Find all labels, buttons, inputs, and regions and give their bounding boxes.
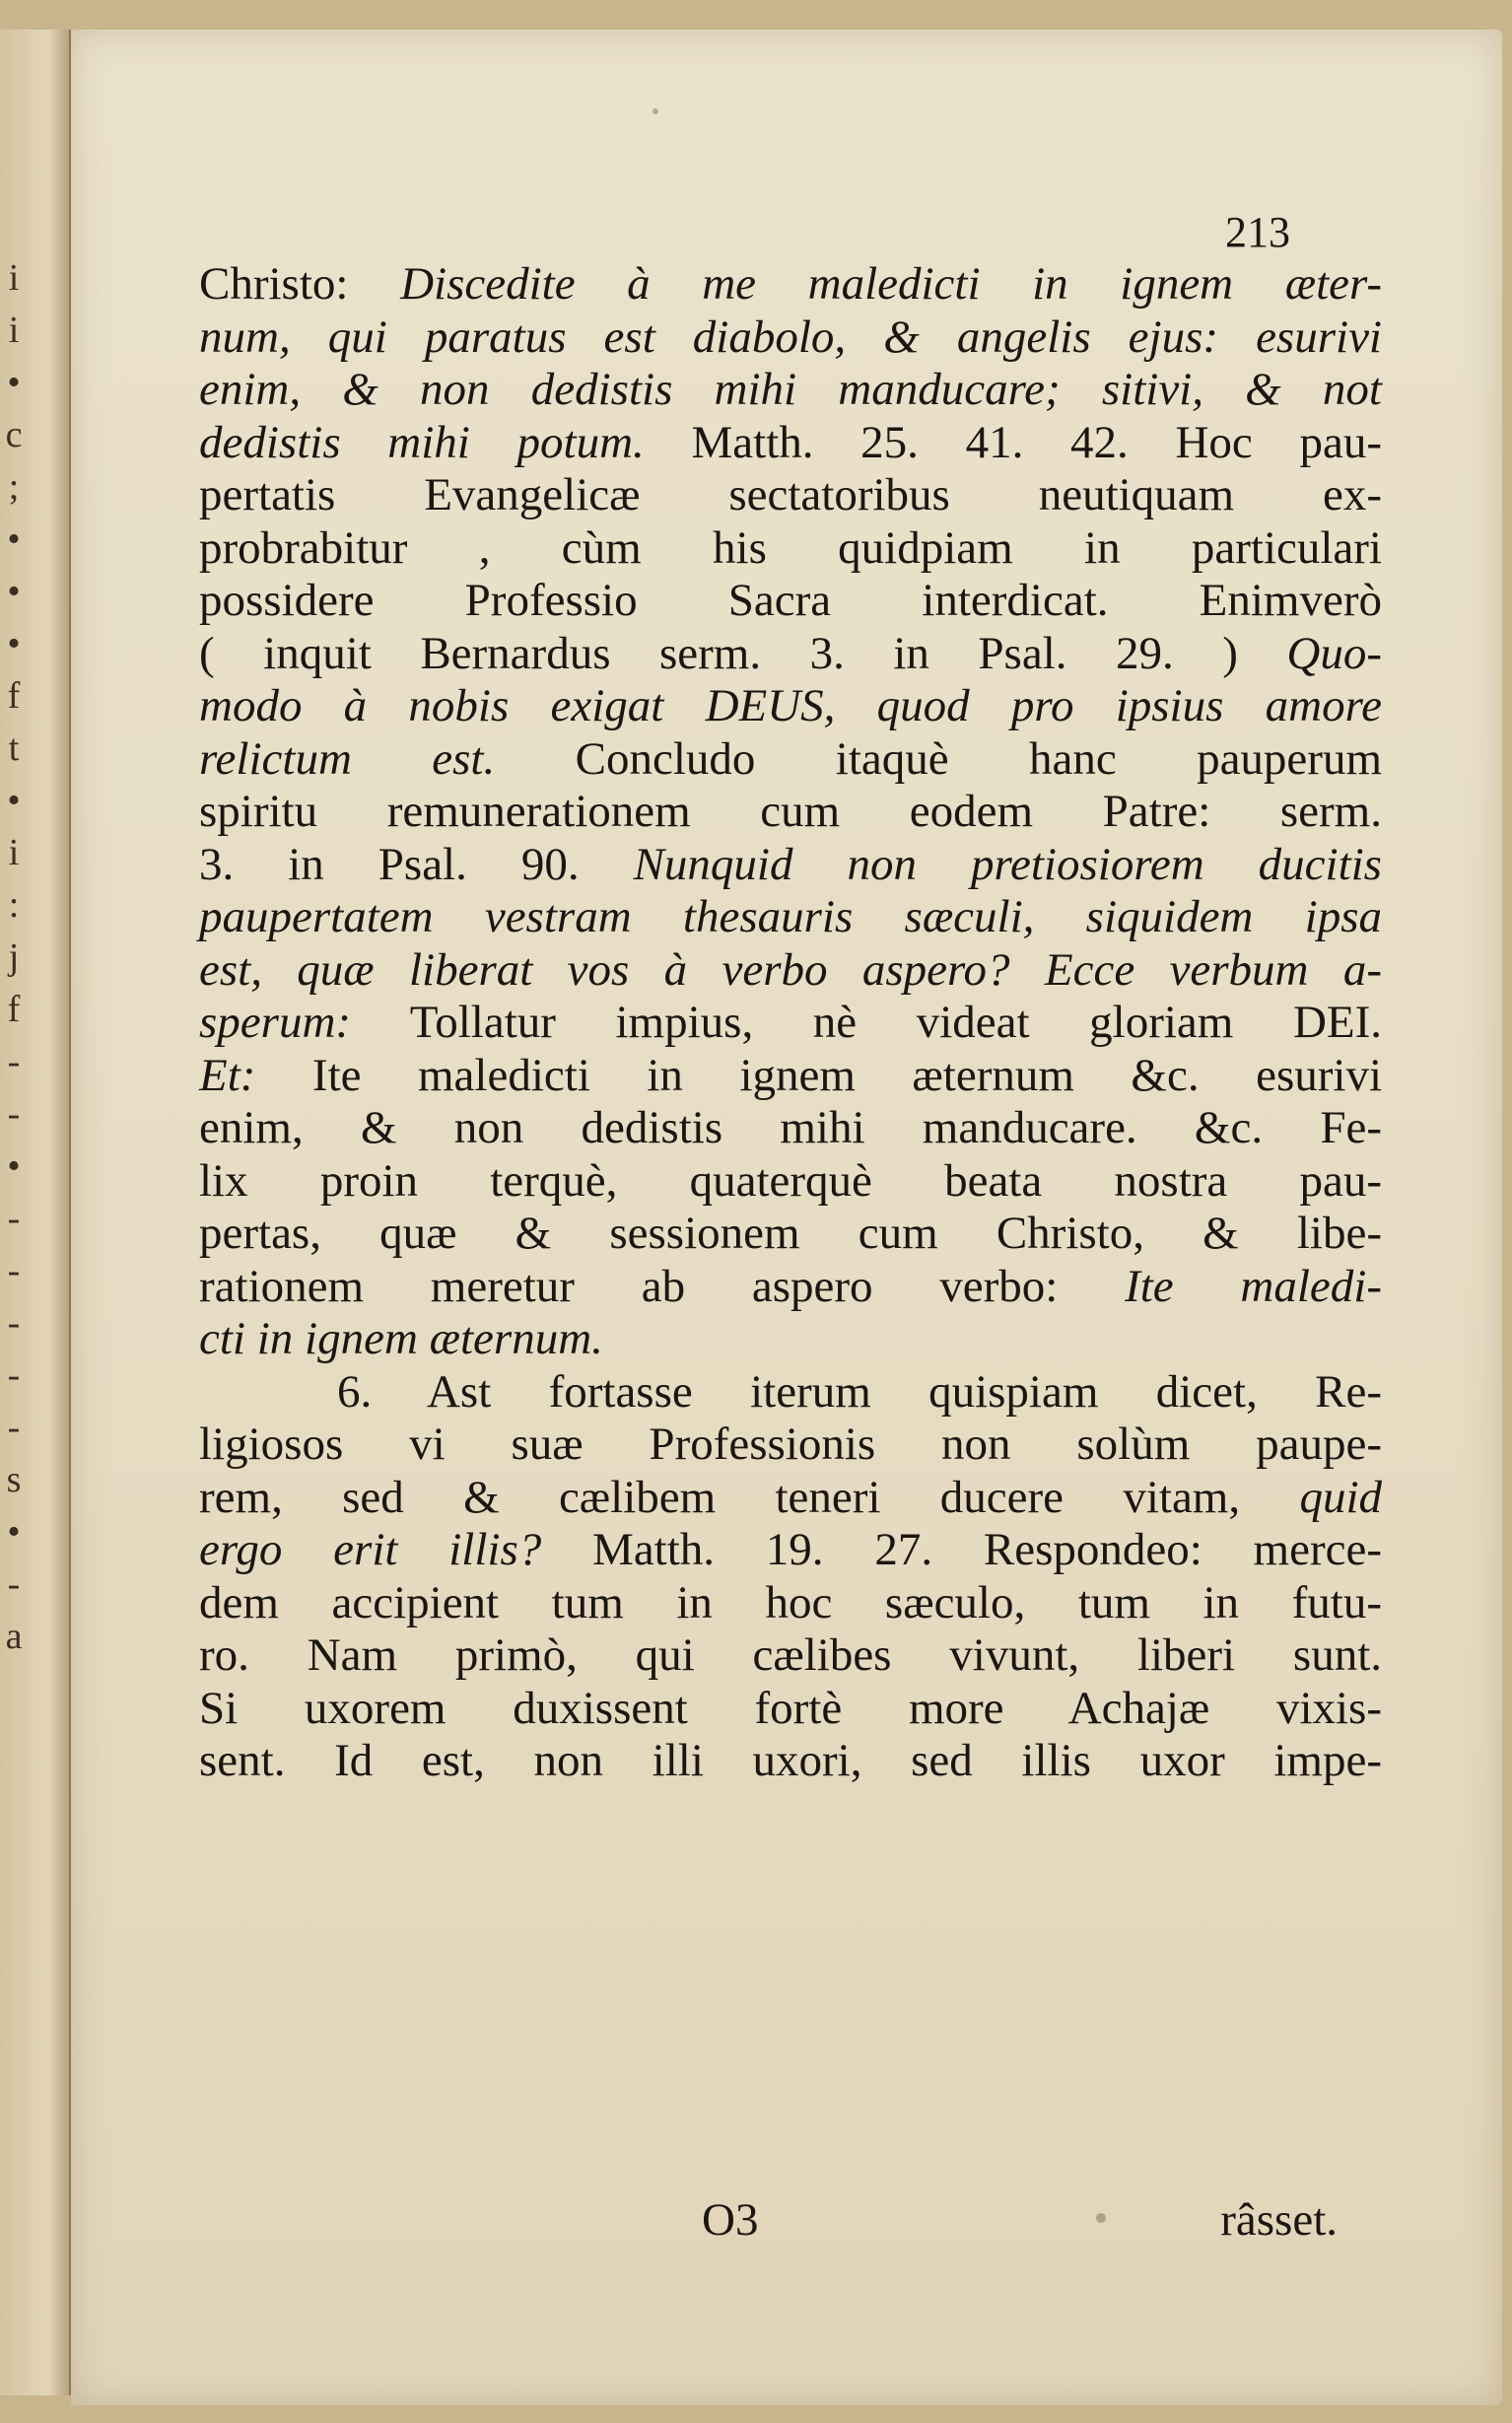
- previous-page-mark: i: [8, 832, 20, 873]
- previous-page-mark: i: [8, 310, 20, 351]
- text-line: [199, 469, 1382, 522]
- text-line: [199, 1472, 1382, 1525]
- text-line: [199, 1735, 1382, 1788]
- previous-page-mark: •: [7, 1511, 21, 1553]
- previous-page-mark: -: [7, 1093, 21, 1135]
- roman-text: pertas, quæ & sessionem cum Christo, & libe-: [199, 1208, 1382, 1259]
- previous-page-mark: -: [7, 1198, 21, 1239]
- previous-page-mark: -: [7, 1302, 21, 1344]
- text-line: [199, 312, 1382, 365]
- italic-text: relictum est.: [199, 732, 496, 785]
- text-line: [199, 417, 1382, 470]
- italic-text: enim, & non dedistis mihi manducare; sitivi, & not: [199, 364, 1382, 415]
- text-line: [199, 1313, 1382, 1366]
- italic-text: est, quæ liberat vos à verbo aspero? Ecce verbum a-: [199, 943, 1382, 996]
- roman-text: probrabitur , cùm his quidpiam in particulari: [199, 521, 1382, 574]
- roman-text: Si uxorem duxissent fortè more Achajæ vixis-: [199, 1682, 1382, 1734]
- text-line: [199, 839, 1382, 892]
- text-line: [199, 944, 1382, 998]
- text-line: [199, 1208, 1382, 1261]
- roman-text: 3. in Psal. 90.: [199, 838, 634, 890]
- italic-text: Et:: [199, 1049, 256, 1101]
- italic-text: num, qui paratus est diabolo, & angelis ejus: esurivi: [199, 311, 1382, 363]
- italic-text: Ite maledi-: [1125, 1260, 1382, 1312]
- roman-text: dem accipient tum in hoc sæculo, tum in futu-: [199, 1576, 1382, 1628]
- previous-page-mark: a: [5, 1616, 23, 1657]
- previous-page-mark: j: [8, 936, 20, 978]
- text-line: [199, 258, 1382, 312]
- previous-page-edge: [0, 30, 71, 2395]
- text-line: [199, 680, 1382, 733]
- roman-text: rationem meretur ab aspero verbo:: [199, 1260, 1126, 1312]
- italic-text: Discedite à me maledicti in ignem æter-: [400, 258, 1382, 310]
- previous-page-mark: •: [7, 571, 21, 612]
- roman-text: Tollatur impius, nè videat gloriam DEI.: [351, 997, 1382, 1048]
- body-text: [199, 258, 1382, 1788]
- page-number: 213: [1225, 208, 1290, 256]
- previous-page-mark: -: [7, 1041, 21, 1082]
- text-line: [199, 891, 1382, 944]
- roman-text: pertatis Evangelicæ sectatoribus neutiquam ex-: [199, 469, 1382, 520]
- catchword: râsset.: [1220, 2194, 1338, 2246]
- roman-text: ( inquit Bernardus serm. 3. in Psal. 29. ): [199, 627, 1287, 679]
- roman-text: possidere Professio Sacra interdicat. Enimverò: [199, 575, 1382, 626]
- roman-text: rem, sed & cælibem teneri ducere vitam,: [199, 1471, 1300, 1523]
- previous-page-mark: ;: [8, 466, 20, 508]
- text-line: [199, 1683, 1382, 1736]
- previous-page-marks: [4, 30, 53, 2395]
- book-page: [71, 30, 1502, 2405]
- italic-text: cti in ignem æternum.: [199, 1313, 603, 1364]
- roman-text: ro. Nam primò, qui cælibes vivunt, liberi sunt.: [199, 1629, 1382, 1681]
- italic-text: Nunquid non pretiosiorem ducitis: [633, 838, 1382, 890]
- previous-page-mark: f: [7, 989, 21, 1030]
- roman-text: sent. Id est, non illi uxori, sed illis uxor impe-: [199, 1735, 1382, 1786]
- signature-mark: O3: [702, 2194, 759, 2246]
- roman-text: Matth. 25. 41. 42. Hoc pau-: [644, 416, 1382, 468]
- italic-text: paupertatem vestram thesauris sæculi, siquidem ipsa: [199, 891, 1382, 942]
- roman-text: ligiosos vi suæ Professionis non solùm paupe-: [199, 1419, 1382, 1470]
- text-line: [199, 1155, 1382, 1209]
- roman-text: Ite maledicti in ignem æternum &c. esurivi: [255, 1049, 1382, 1101]
- text-line: [199, 1261, 1382, 1314]
- text-line: [199, 1102, 1382, 1155]
- text-line: [199, 1577, 1382, 1630]
- text-line: [199, 628, 1382, 681]
- previous-page-mark: c: [5, 414, 23, 455]
- previous-page-mark: -: [7, 1250, 21, 1291]
- roman-text: Matth. 19. 27. Respondeo: merce-: [541, 1524, 1382, 1575]
- ink-spot: [1096, 2213, 1106, 2223]
- previous-page-mark: •: [7, 519, 21, 560]
- italic-text: modo à nobis exigat DEUS, quod pro ipsius amore: [199, 680, 1382, 731]
- italic-text: quid: [1299, 1471, 1382, 1523]
- roman-text: lix proin terquè, quaterquè beata nostra pau-: [199, 1154, 1382, 1207]
- text-line: [199, 1524, 1382, 1577]
- roman-text: Christo:: [199, 258, 401, 310]
- previous-page-mark: -: [7, 1563, 21, 1605]
- previous-page-mark: s: [6, 1459, 22, 1500]
- italic-text: ergo erit illis?: [199, 1524, 542, 1575]
- previous-page-mark: •: [7, 362, 21, 403]
- ink-spot: [653, 108, 658, 114]
- previous-page-mark: :: [8, 884, 20, 926]
- text-line: [199, 1366, 1382, 1419]
- previous-page-mark: i: [8, 257, 20, 299]
- previous-page-mark: •: [7, 780, 21, 821]
- previous-page-mark: f: [7, 675, 21, 717]
- roman-text: spiritu remunerationem cum eodem Patre: serm.: [199, 786, 1382, 837]
- roman-text: enim, & non dedistis mihi manducare. &c. Fe-: [199, 1102, 1382, 1153]
- previous-page-mark: -: [7, 1407, 21, 1448]
- page-footer: [199, 2193, 1382, 2252]
- text-line: [199, 1050, 1382, 1103]
- previous-page-mark: •: [7, 1145, 21, 1187]
- text-line: [199, 786, 1382, 839]
- roman-text: Concludo itaquè hanc pauperum: [495, 732, 1383, 785]
- italic-text: dedistis mihi potum.: [199, 416, 645, 468]
- italic-text: sperum:: [199, 997, 352, 1048]
- text-line: [199, 522, 1382, 576]
- text-line: [199, 364, 1382, 417]
- previous-page-mark: t: [8, 727, 20, 769]
- text-line: [199, 575, 1382, 628]
- italic-text: Quo-: [1286, 627, 1382, 679]
- text-line: [199, 733, 1382, 787]
- previous-page-mark: •: [7, 623, 21, 664]
- previous-page-mark: -: [7, 1354, 21, 1396]
- text-line: [199, 1419, 1382, 1472]
- text-line: [199, 997, 1382, 1050]
- roman-text: 6. Ast fortasse iterum quispiam dicet, Re-: [337, 1365, 1382, 1418]
- text-line: [199, 1629, 1382, 1683]
